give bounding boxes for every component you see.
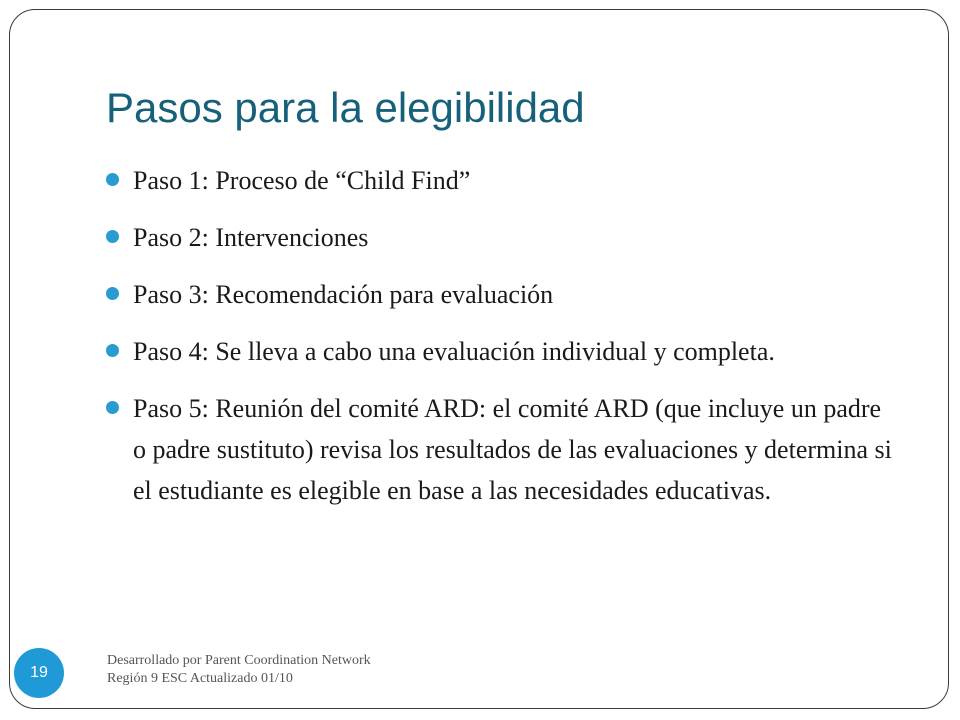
bullet-item: [104, 331, 894, 372]
slide-number-badge: 19: [14, 648, 64, 698]
bullet-item: [104, 217, 894, 258]
bullet-text: Paso 2: Intervenciones: [133, 223, 369, 252]
slide-title: Pasos para la elegibilidad: [106, 84, 585, 131]
bullet-dot-icon: [106, 401, 119, 414]
bullet-item: [104, 388, 894, 511]
bullet-text: Paso 3: Recomendación para evaluación: [133, 280, 554, 309]
footer-line-credit: Desarrollado por Parent Coordination Network: [107, 653, 371, 668]
bullet-text: Paso 1: Proceso de “Child Find”: [133, 166, 471, 195]
bullet-dot-icon: [106, 230, 119, 243]
bullet-dot-icon: [106, 344, 119, 357]
bullet-text: Paso 4: Se lleva a cabo una evaluación individual y completa.: [133, 337, 775, 366]
slide-footer: [107, 652, 371, 688]
footer-line-update: Región 9 ESC Actualizado 01/10: [107, 671, 293, 686]
bullet-item: [104, 274, 894, 315]
bullet-text: Paso 5: Reunión del comité ARD: el comité ARD (que incluye un padre o padre sustituto) revisa los resultados de las evaluaciones y determina si el estudiante es elegible en base a las necesidades educativas.: [133, 394, 892, 505]
bullet-dot-icon: [106, 287, 119, 300]
bullet-dot-icon: [106, 173, 119, 186]
bullet-item: [104, 160, 894, 201]
bullet-list: [104, 160, 894, 527]
